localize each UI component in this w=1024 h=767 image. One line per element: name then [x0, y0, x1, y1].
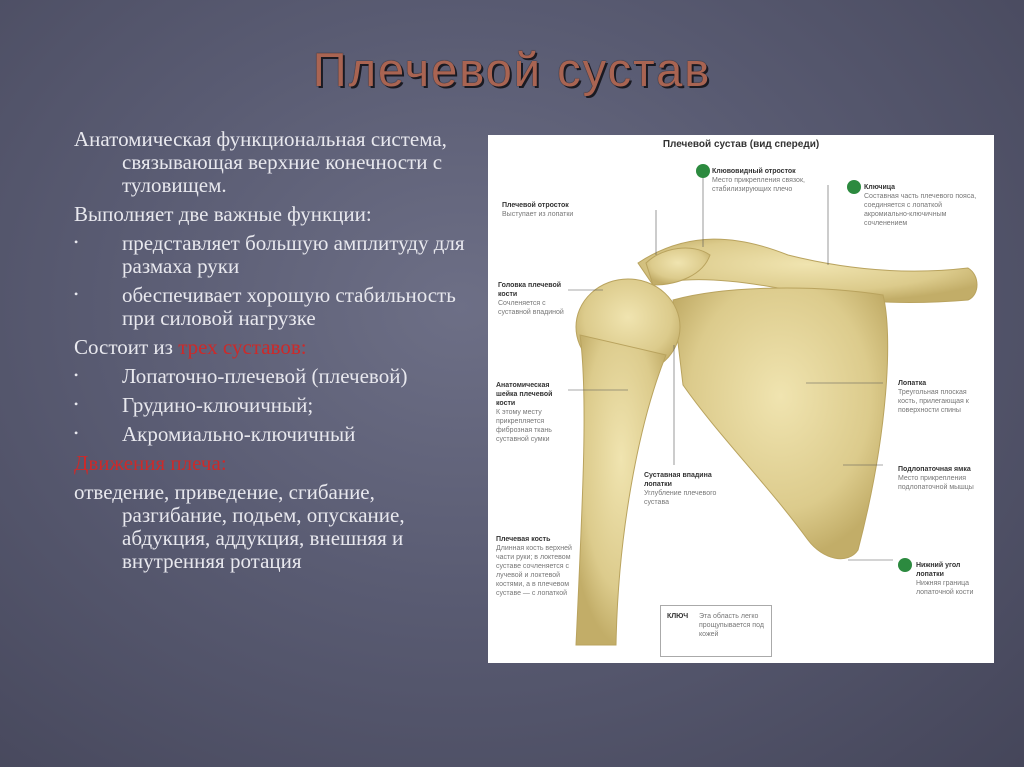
list-item — [74, 365, 484, 388]
label-desc: Сочленяется с суставной впадиной — [498, 300, 564, 316]
coracoid-label — [712, 167, 822, 194]
glenoid-label — [644, 471, 722, 507]
bullet-icon: • — [74, 235, 79, 249]
slide-title: Плечевой сустав — [312, 43, 712, 96]
label-title: Подлопаточная ямка — [898, 466, 971, 473]
body-text — [74, 128, 484, 579]
list-item — [74, 232, 484, 278]
figure-title: Плечевой сустав (вид спереди) — [662, 139, 820, 150]
label-desc: Длинная кость верхней части руки; в локтевом суставе сочленяется с лучевой и локтевой костями, а в плечевом суставе — с лопаткой — [496, 545, 572, 597]
key-marker-icon — [898, 558, 912, 572]
label-title: Клювовидный отросток — [712, 168, 796, 175]
joints-heading-colon: : — [300, 335, 307, 359]
label-desc: Углубление плечевого сустава — [644, 490, 717, 506]
scapula-shape — [673, 288, 888, 559]
list-item — [74, 423, 484, 446]
joints-heading-prefix: Состоит из — [74, 335, 179, 359]
list-item-text: Грудино-ключичный; — [122, 393, 314, 417]
key-legend — [660, 605, 772, 657]
inferior-angle-label — [916, 561, 990, 597]
acromion-label — [502, 201, 582, 219]
label-title: Плечевая кость — [496, 536, 551, 543]
joints-heading — [74, 336, 484, 359]
list-item-text: представляет большую амплитуду для размаха руки — [122, 231, 465, 278]
humeral-head-label — [498, 281, 568, 317]
key-marker-icon — [847, 180, 861, 194]
shoulder-diagram — [488, 135, 994, 663]
bullet-icon: • — [74, 287, 79, 301]
key-description — [699, 612, 767, 639]
anatomical-neck-label — [496, 381, 568, 444]
humerus-label — [496, 535, 574, 598]
label-title: Суставная впадина лопатки — [644, 472, 712, 488]
label-title: Плечевой отросток — [502, 202, 569, 209]
movements-paragraph: отведение, приведение, сгибание, разгибание, подьем, опускание, абдукция, аддукция, внешняя и внутренняя ротация — [74, 480, 405, 573]
key-description-text: Эта область легко прощупывается под кожей — [699, 613, 764, 638]
label-title: Анатомическая шейка плечевой кости — [496, 382, 553, 407]
movements-heading: Движения плеча: — [74, 451, 227, 475]
label-desc: Нижняя граница лопаточной кости — [916, 580, 974, 596]
key-marker-icon — [696, 164, 710, 178]
bullet-icon: • — [74, 426, 79, 440]
list-item-text: Лопаточно-плечевой (плечевой) — [122, 364, 408, 388]
bullet-icon: • — [74, 368, 79, 382]
list-item-text: Акромиально-ключичный — [122, 422, 356, 446]
label-desc: Треугольная плоская кость, прилегающая к поверхности спины — [898, 389, 969, 414]
clavicle-label — [864, 183, 984, 228]
scapula-label — [898, 379, 986, 415]
label-title: Нижний угол лопатки — [916, 562, 961, 578]
label-desc: Выступает из лопатки — [502, 211, 574, 218]
label-desc: К этому месту прикрепляется фиброзная ткань суставной сумки — [496, 409, 552, 443]
subscapular-fossa-label — [898, 465, 986, 492]
list-item-text: обеспечивает хорошую стабильность при силовой нагрузке — [122, 283, 456, 330]
label-title: Лопатка — [898, 380, 927, 387]
label-desc: Место прикрепления связок, стабилизирующих плечо — [712, 177, 805, 193]
label-title: Головка плечевой кости — [498, 282, 562, 298]
key-title-text: КЛЮЧ — [667, 613, 689, 620]
intro-paragraph: Анатомическая функциональная система, связывающая верхние конечности с туловищем. — [74, 127, 447, 197]
bullet-icon: • — [74, 397, 79, 411]
functions-heading: Выполняет две важные функции: — [74, 202, 372, 226]
list-item — [74, 284, 484, 330]
label-desc: Составная часть плечевого пояса, соединяется с лопаткой акромиально-ключичным сочленением — [864, 193, 977, 227]
label-desc: Место прикрепления подлопаточной мышцы — [898, 475, 974, 491]
list-item — [74, 394, 484, 417]
label-title: Ключица — [864, 184, 896, 191]
key-title — [667, 612, 697, 621]
joints-heading-highlight: трех суставов — [178, 335, 301, 359]
